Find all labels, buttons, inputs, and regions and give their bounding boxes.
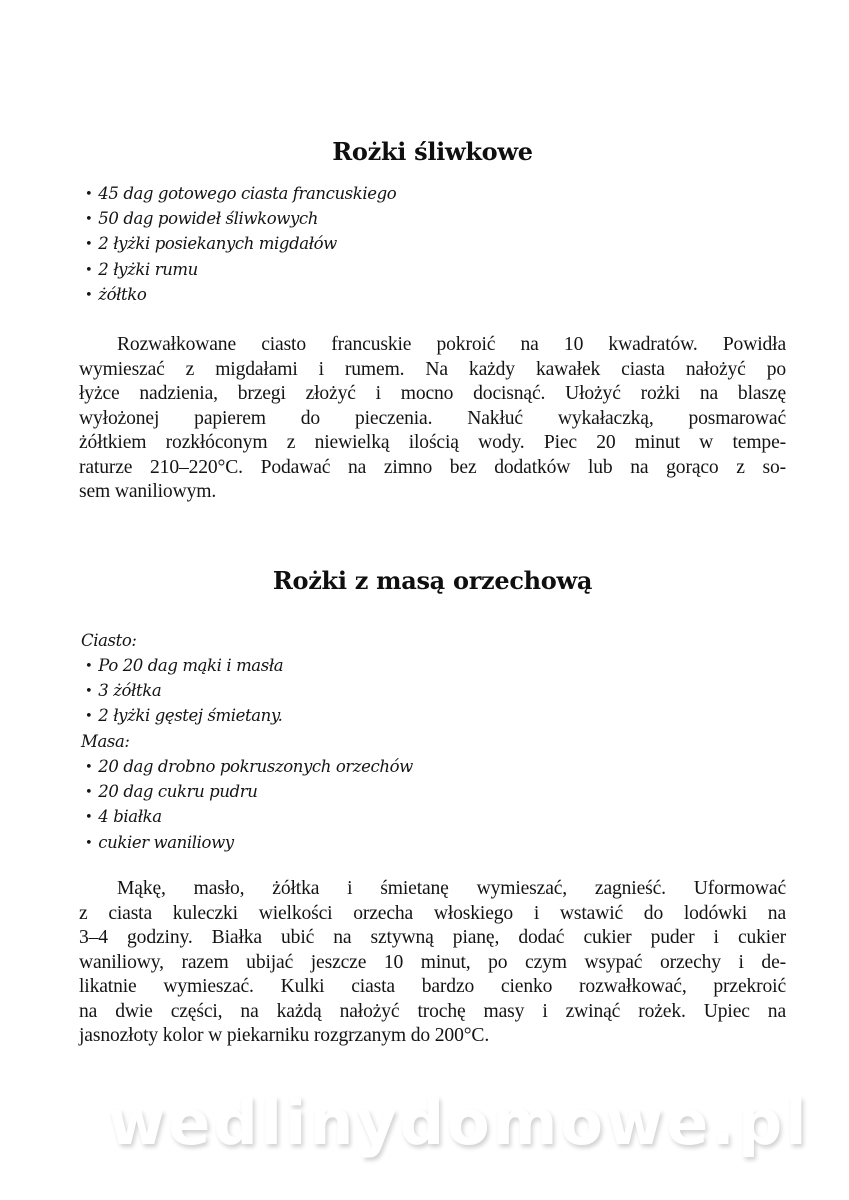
ingredient-item: • 3 żółtka <box>85 681 162 701</box>
bullet-icon: • <box>85 262 93 278</box>
instruction-line: raturze 210–220°C. Podawać na zimno bez dodatków lub na gorąco z so- <box>79 456 786 478</box>
instruction-line: żółtkiem rozkłóconym z niewielką ilością wody. Piec 20 minut w tempe- <box>79 432 786 453</box>
bullet-icon: • <box>85 659 93 674</box>
instruction-line: Mąkę, masło, żółtka i śmietanę wymieszać, zagnieść. Uformować <box>117 878 786 899</box>
recipe-instructions <box>79 877 786 1049</box>
bullet-icon: • <box>85 287 93 303</box>
ingredient-item: • 2 łyżki rumu <box>85 259 198 279</box>
ingredient-item: • 20 dag drobno pokruszonych orzechów <box>85 757 413 776</box>
bullet-icon: • <box>85 709 93 725</box>
section-label-ciasto: Ciasto: <box>81 631 137 650</box>
instruction-line: 3–4 godziny. Białka ubić na sztywną pianę, dodać cukier puder i cukier <box>79 927 786 948</box>
instruction-line: wymieszać z migdałami i rumem. Na każdy kawałek ciasta nałożyć po <box>79 358 786 380</box>
bullet-icon: • <box>85 212 93 228</box>
ingredient-list-ciasto <box>85 653 283 729</box>
instruction-line: Rozwałkowane ciasto francuskie pokroić na 10 kwadratów. Powidła <box>117 334 786 355</box>
ingredient-item: • 2 łyżki gęstej śmietany. <box>85 706 283 726</box>
recipe-instructions <box>79 333 786 505</box>
instruction-line: na dwie części, na każdą nałożyć trochę masy i zwinąć rożek. Upiec na <box>79 1000 786 1022</box>
ingredient-item: • żółtko <box>85 284 147 304</box>
instruction-line: jasnozłoty kolor w piekarniku rozgrzanym do 200°C. <box>79 1025 490 1046</box>
ingredient-list <box>85 181 396 307</box>
instruction-line: łyżce nadzienia, brzegi złożyć i mocno docisnąć. Ułożyć rożki na blaszę <box>79 383 786 404</box>
recipe-title: Rożki śliwkowe <box>332 137 533 166</box>
section-label-masa: Masa: <box>81 732 130 751</box>
recipe-title: Rożki z masą orzechową <box>272 566 593 595</box>
instruction-line: likatnie wymieszać. Kulki ciasta bardzo cienko rozwałkować, przekroić <box>79 976 786 997</box>
instruction-line: sem waniliowym. <box>79 481 217 502</box>
bullet-icon: • <box>85 810 93 826</box>
ingredient-item: • 2 łyżki posiekanych migdałów <box>85 234 337 254</box>
bullet-icon: • <box>85 684 93 700</box>
instruction-line: waniliowy, razem ubijać jeszcze 10 minut, po czym wsypać orzechy i de- <box>79 951 786 973</box>
ingredient-item: • 45 dag gotowego ciasta francuskiego <box>85 184 397 203</box>
bullet-icon: • <box>85 760 93 775</box>
ingredient-list-masa <box>85 754 413 855</box>
ingredient-item: • Po 20 dag mąki i masła <box>85 656 284 675</box>
bullet-icon: • <box>85 237 93 253</box>
bullet-icon: • <box>85 785 93 801</box>
watermark: wedlinydomowe.pl <box>108 1086 810 1159</box>
instruction-line: z ciasta kuleczki wielkości orzecha włoskiego i wstawić do lodówki na <box>79 902 786 924</box>
instruction-line: wyłożonej papierem do pieczenia. Nakłuć wykałaczką, posmarować <box>79 407 786 429</box>
ingredient-item: • 4 białka <box>85 807 162 827</box>
bullet-icon: • <box>85 187 93 202</box>
ingredient-item: • 50 dag powideł śliwkowych <box>85 209 318 229</box>
ingredient-item: • 20 dag cukru pudru <box>85 782 258 802</box>
ingredient-item: • cukier waniliowy <box>85 832 234 852</box>
bullet-icon: • <box>85 835 93 851</box>
